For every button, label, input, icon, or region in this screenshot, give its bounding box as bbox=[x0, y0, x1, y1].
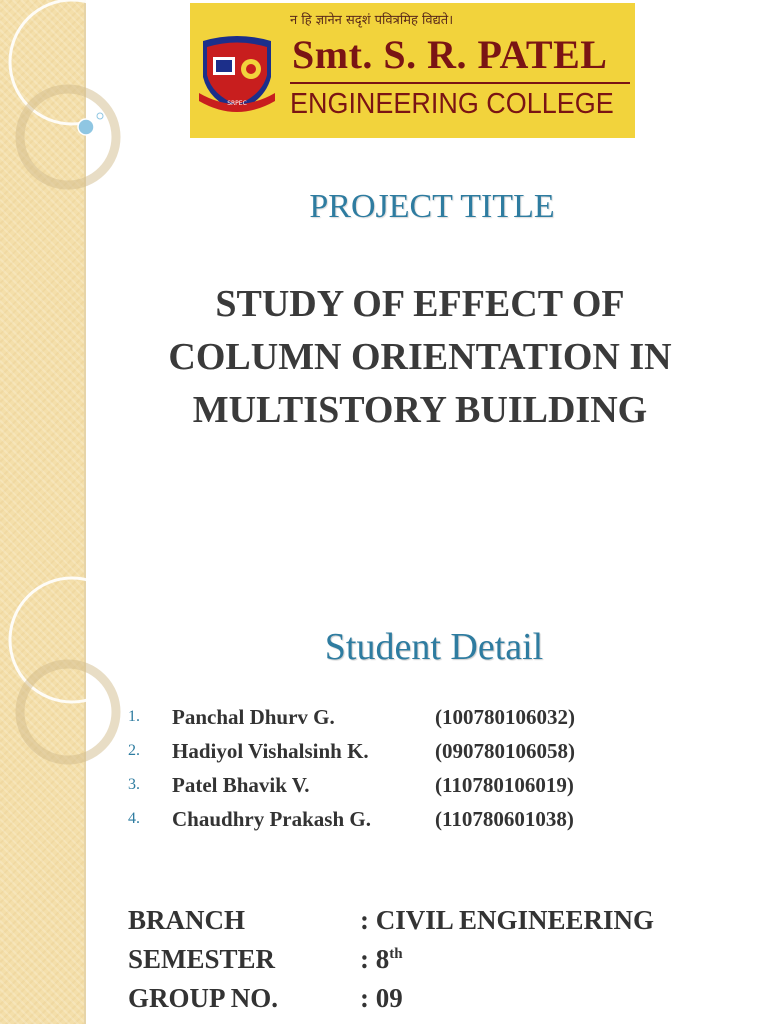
student-name: Panchal Dhurv G. bbox=[172, 704, 335, 729]
group-label: GROUP NO. bbox=[128, 983, 279, 1013]
study-title-line-1: STUDY OF EFFECT OF bbox=[215, 283, 625, 325]
branch-value: : CIVIL ENGINEERING bbox=[360, 905, 655, 935]
student-id: (100780106032) bbox=[435, 704, 575, 729]
branch-row bbox=[128, 901, 654, 940]
student-name: Chaudhry Prakash G. bbox=[172, 806, 371, 831]
student-id: (090780106058) bbox=[435, 738, 575, 763]
group-value: : 09 bbox=[360, 983, 403, 1013]
decorative-circles bbox=[0, 0, 130, 1024]
student-row bbox=[128, 768, 575, 802]
college-motto: न हि ज्ञानेन सदृशं पवित्रमिह विद्यते। bbox=[290, 13, 454, 28]
student-id: (110780106019) bbox=[435, 772, 574, 797]
group-row bbox=[128, 979, 654, 1018]
college-subtitle: ENGINEERING COLLEGE bbox=[290, 88, 614, 120]
logo-divider bbox=[290, 82, 630, 84]
course-info bbox=[128, 901, 654, 1018]
student-name: Patel Bhavik V. bbox=[172, 772, 310, 797]
semester-value-wrap bbox=[360, 944, 403, 975]
study-title-line-3: MULTISTORY BUILDING bbox=[192, 389, 648, 431]
student-number: 2. bbox=[128, 742, 140, 759]
student-number: 3. bbox=[128, 776, 140, 793]
student-detail-heading: Student Detail bbox=[324, 626, 544, 668]
semester-suffix: th bbox=[389, 946, 403, 962]
student-row bbox=[128, 802, 575, 836]
study-title-line-2: COLUMN ORIENTATION IN bbox=[168, 336, 672, 378]
student-id: (110780601038) bbox=[435, 806, 574, 831]
college-crest-icon bbox=[195, 33, 280, 118]
branch-label: BRANCH bbox=[128, 905, 246, 935]
crest-label: SRPEC bbox=[227, 100, 247, 107]
study-title bbox=[120, 278, 720, 437]
college-logo-banner bbox=[190, 3, 635, 138]
student-row bbox=[128, 734, 575, 768]
semester-label: SEMESTER bbox=[128, 944, 276, 974]
student-row bbox=[128, 700, 575, 734]
student-name: Hadiyol Vishalsinh K. bbox=[172, 738, 369, 763]
semester-value: : 8 bbox=[360, 944, 390, 974]
semester-row bbox=[128, 940, 654, 979]
college-name: Smt. S. R. PATEL bbox=[292, 32, 608, 77]
student-number: 1. bbox=[128, 708, 140, 725]
project-title-heading: PROJECT TITLE bbox=[309, 188, 555, 225]
student-number: 4. bbox=[128, 810, 140, 827]
student-list bbox=[128, 700, 575, 836]
